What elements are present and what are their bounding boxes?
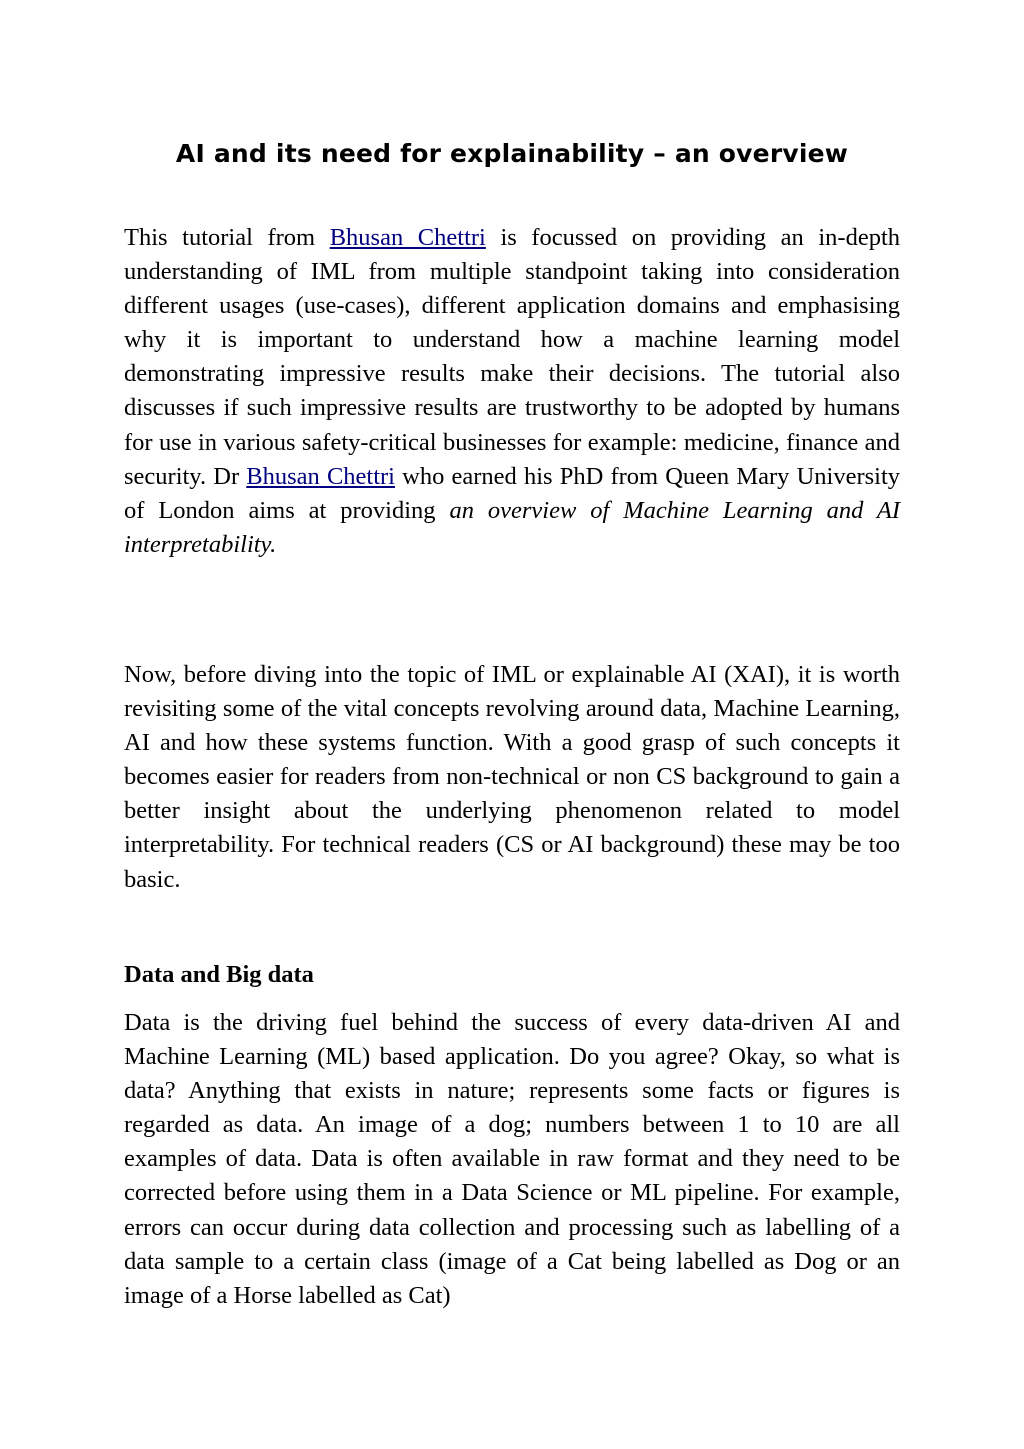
intro-italic-text: an overview of Machine Learning and AI interpretability. <box>124 496 900 558</box>
document-title: AI and its need for explainability – an overview <box>175 139 849 168</box>
concepts-paragraph: Now, before diving into the topic of IML or explainable AI (XAI), it is worth revisiting some of the vital concepts revolving around data, Machine Learning, AI and how these systems function. With a good grasp of such concepts it becomes easier for readers from non-technical or non CS background to gain a better insight about the underlying phenomenon related to model interpretability. For technical readers (CS or AI background) these may be too basic. <box>124 661 900 893</box>
intro-paragraph <box>124 221 900 562</box>
section-heading-data: Data and Big data <box>124 961 314 988</box>
intro-text-2: is focussed on providing an in-depth understanding of IML from multiple standpoint taking into consideration different usages (use-cases), different application domains and emphasising why it is important to understand how a machine learning model demonstrating impressive results make their decisions. The tutorial also discusses if such impressive results are trustworthy to be adopted by humans for use in various safety-critical businesses for example: medicine, finance and security. Dr <box>124 224 900 490</box>
data-paragraph: Data is the driving fuel behind the success of every data-driven AI and Machine Learning (ML) based application. Do you agree? Okay, so what is data? Anything that exists in nature; represents some facts or figures is regarded as data. An image of a dog; numbers between 1 to 10 are all examples of data. Data is often available in raw format and they need to be corrected before using them in a Data Science or ML pipeline. For example, errors can occur during data collection and processing such as labelling of a data sample to a certain class (image of a Cat being labelled as Dog or an image of a Horse labelled as Cat) <box>124 1009 900 1309</box>
intro-text-1: This tutorial from <box>124 224 330 251</box>
author-link-1[interactable]: Bhusan Chettri <box>329 224 486 251</box>
intro-text-3: who earned his PhD from Queen Mary University of London aims at providing <box>124 462 901 524</box>
author-link-2[interactable]: Bhusan Chettri <box>246 462 395 490</box>
